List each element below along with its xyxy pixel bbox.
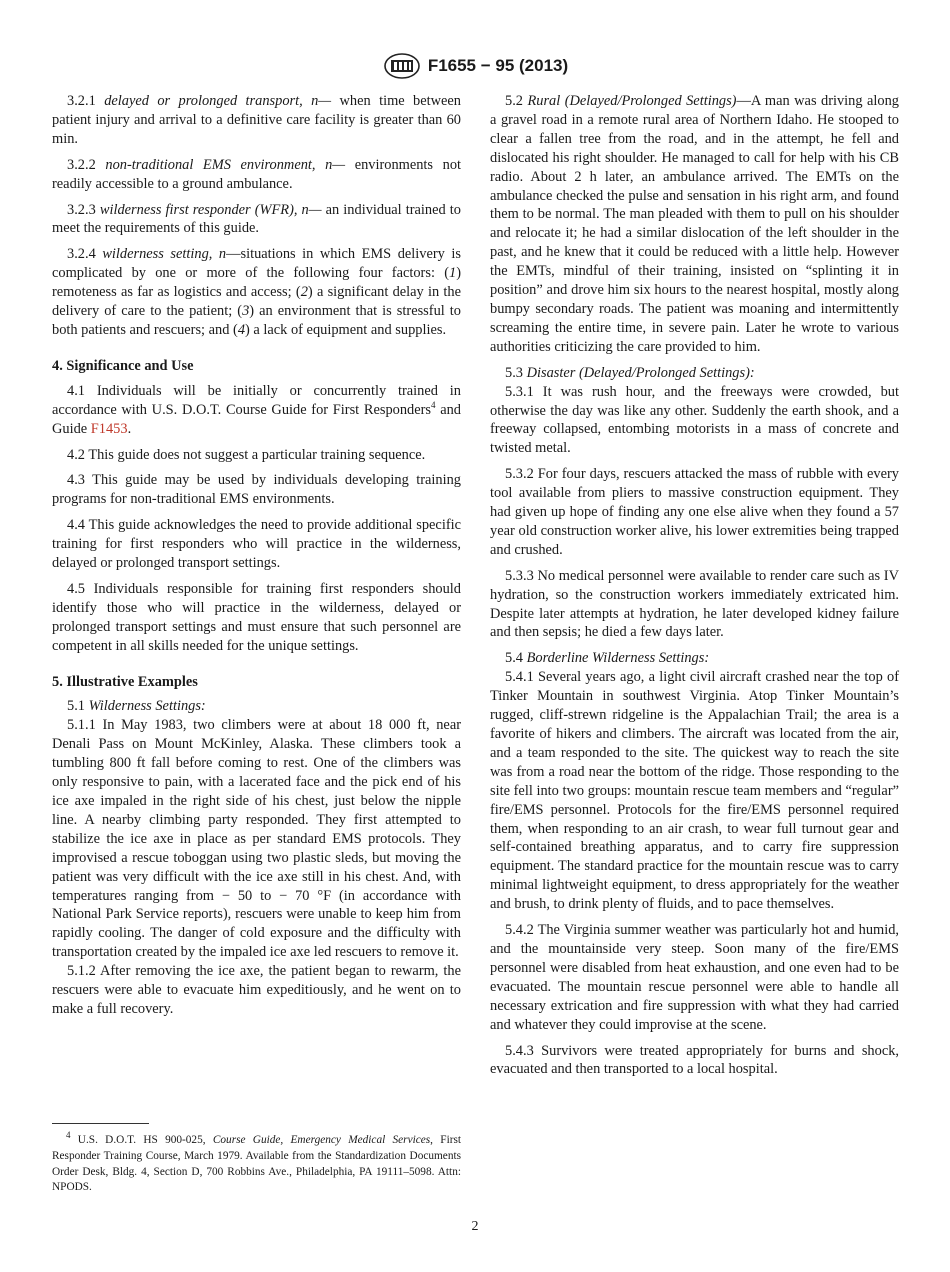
f1453-link[interactable]: F1453 (90, 420, 128, 437)
section-5-3: 5.3 Disaster (Delayed/Prolonged Settings): (505, 364, 755, 381)
footnote-divider (52, 1123, 149, 1124)
section-3-2-1: 3.2.1 delayed or prolonged transport, n— when time between patient injury and arrival to a definitive care facility is greater than 60 min. (52, 93, 461, 147)
section-4-4: 4.4 This guide acknowledges the need to provide additional specific training for first responders who will practice in the wilderness, delayed or prolonged transport settings. (52, 517, 461, 572)
section-3-2-2: 3.2.2 non-traditional EMS environment, n— environments not readily accessible to a ground ambulance. (52, 156, 462, 192)
document-id: F1655 − 95 (2013) (427, 56, 569, 75)
section-5-1-1: 5.1.1 In May 1983, two climbers were at about 18 000 ft, near Denali Pass on Mount McKinley, Alaska. These climbers took a tumbling 800 ft fall before coming to rest. One of the climbers was only responsive to pain, with a lacerated face and the pick end of his ice axe impaled in the right side of his chest, just below the nipple line. A nearby climbing party responded. They first attempted to stabilize the ice axe in place as per standard EMS protocols. They improvised a rescue toboggan using two plastic sleds, but moving the patient was very difficult with the ice axe still in his chest. And, with temperatures ranging from − 50 to − 70 °F (in accordance with National Park Service reports), rescuers were unable to keep him from rapidly cooling. The danger of cold exposure and the difficulty with transportation created by the impaled ice axe led rescuers to remove it. (52, 717, 461, 961)
section-5-4-1: 5.4.1 Several years ago, a light civil aircraft crashed near the top of Tinker Mountain in southwest Virginia. Atop Tinker Mountain’s rugged, cliff-strewn ridgeline is the Appalachian Trail; the area is a favorite of hikers and climbers. The aircraft was located from the air, and a team responded to the site. The quickest way to reach the site was from a road near the bottom of the ridge. Those responding to the site fell into two groups: mountain rescue team members and “regular” fire/EMS personnel. Protocols for the fire/EMS personnel required them, when responding to an air crash, to wear full turnout gear and self-contained breathing apparatus, and to carry fire suppression equipment. The standard practice for the mountain rescue was to carry minimal lightweight equipment, to dress appropriately for the weather and brush, to drink plenty of fluids, and to pace themselves. (490, 669, 899, 913)
section-4-2: 4.2 This guide does not suggest a particular training sequence. (67, 446, 426, 463)
section-5-2: 5.2 Rural (Delayed/Prolonged Settings)—A man was driving along a gravel road in a remote rural area of Northern Idaho. He stooped to clear a fallen tree from the road, and in the attempt, he fell and dislocated his right shoulder. He managed to call for help with his CB radio. About 2 h later, an ambulance arrived. The EMTs on the ambulance checked the pulse and sensation in his right arm, and found them to be normal. The man pleaded with them to pull on his shoulder and relocate it; he had a similar dislocation of the left shoulder in the past, and he knew that it could be reduced with a little help. However the EMTs, mindful of their training, insisted on “splinting it in position” and drove him six hours to the nearest hospital, mostly along bumpy secondary roads. The patient was moaning and intermittently screaming the entire time, in severe pain. Later he wrote to various authorities criticizing the care provided to him. (490, 93, 899, 355)
section-5-4: 5.4 Borderline Wilderness Settings: (505, 650, 710, 667)
section-4-heading: 4. Significance and Use (52, 357, 194, 374)
section-4-3: 4.3 This guide may be used by individuals developing training programs for non-traditional EMS environments. (52, 472, 461, 508)
section-3-2-3: 3.2.3 wilderness first responder (WFR), n— an individual trained to meet the requirements of this guide. (52, 201, 461, 237)
right-column (490, 92, 899, 1086)
page-number: 2 (471, 1219, 479, 1234)
section-5-4-3: 5.4.3 Survivors were treated appropriately for burns and shock, evacuated and then transported to a local hospital. (490, 1042, 899, 1078)
section-4-1: 4.1 Individuals will be initially or concurrently trained in accordance with U.S. D.O.T. Course Guide for First Responders$^4$ and Guide F1453. (52, 382, 461, 437)
section-5-1: 5.1 Wilderness Settings: (67, 698, 206, 715)
section-5-3-1: 5.3.1 It was rush hour, and the freeways were crowded, but otherwise the day was like any other. Suddenly the earth shook, and a freeway collapsed, entombing motorists in a mass of concrete and twisted metal. (490, 383, 899, 457)
section-5-4-2: 5.4.2 The Virginia summer weather was particularly hot and humid, and the mountainside very steep. Soon many of the fire/EMS personnel were disabled from heat exhaustion, and one even had to be evacuated. The mountain rescue personnel were able to handle all necessary extrication and fire suppression with what they had carried and whatever they could improvise at the scene. (490, 922, 899, 1033)
page-header (0, 52, 950, 80)
section-4-5: 4.5 Individuals responsible for training first responders should identify those who will practice in the wilderness, delayed or prolonged transport settings and must ensure that such personnel are competent in all skills needed for the unique settings. (52, 580, 461, 654)
footnote-4: $^4$ U.S. D.O.T. HS 900-025, Course Guide, Emergency Medical Services, First Responder Training Course, March 1979. Available from the Standardization Documents Order Desk, Bldg. 4, Section D, 700 Robbins Ave., Philadelphia, PA 19111–5098. Attn: NPODS. (52, 1130, 462, 1194)
section-5-1-2: 5.1.2 After removing the ice axe, the patient began to rewarm, the rescuers were able to evacuate him expeditiously, and he went on to make a full recovery. (52, 963, 461, 1017)
section-3-2-4: 3.2.4 wilderness setting, n—situations in which EMS delivery is complicated by one or more of the following four factors: (1) remoteness as far as logistics and access; (2) a significant delay in the delivery of care to the patient; (3) an environment that is stressful to both patients and rescuers; and (4) a lack of equipment and supplies. (52, 246, 462, 338)
section-5-3-2: 5.3.2 For four days, rescuers attacked the mass of rubble with every tool available from pliers to massive construction equipment. They had given up hope of finding any one else alive when they found a 57 year old construction worker alive, his lower extremities being trapped and crushed. (490, 466, 899, 558)
astm-logo-icon (382, 52, 422, 80)
section-5-heading: 5. Illustrative Examples (52, 673, 198, 690)
section-5-3-3: 5.3.3 No medical personnel were available to render care such as IV hydration, so the construction workers immediately extricated him. Despite later attempts at hydration, he later developed kidney failure and then sepsis; he died a few days later. (490, 567, 899, 641)
left-column (52, 92, 461, 1026)
